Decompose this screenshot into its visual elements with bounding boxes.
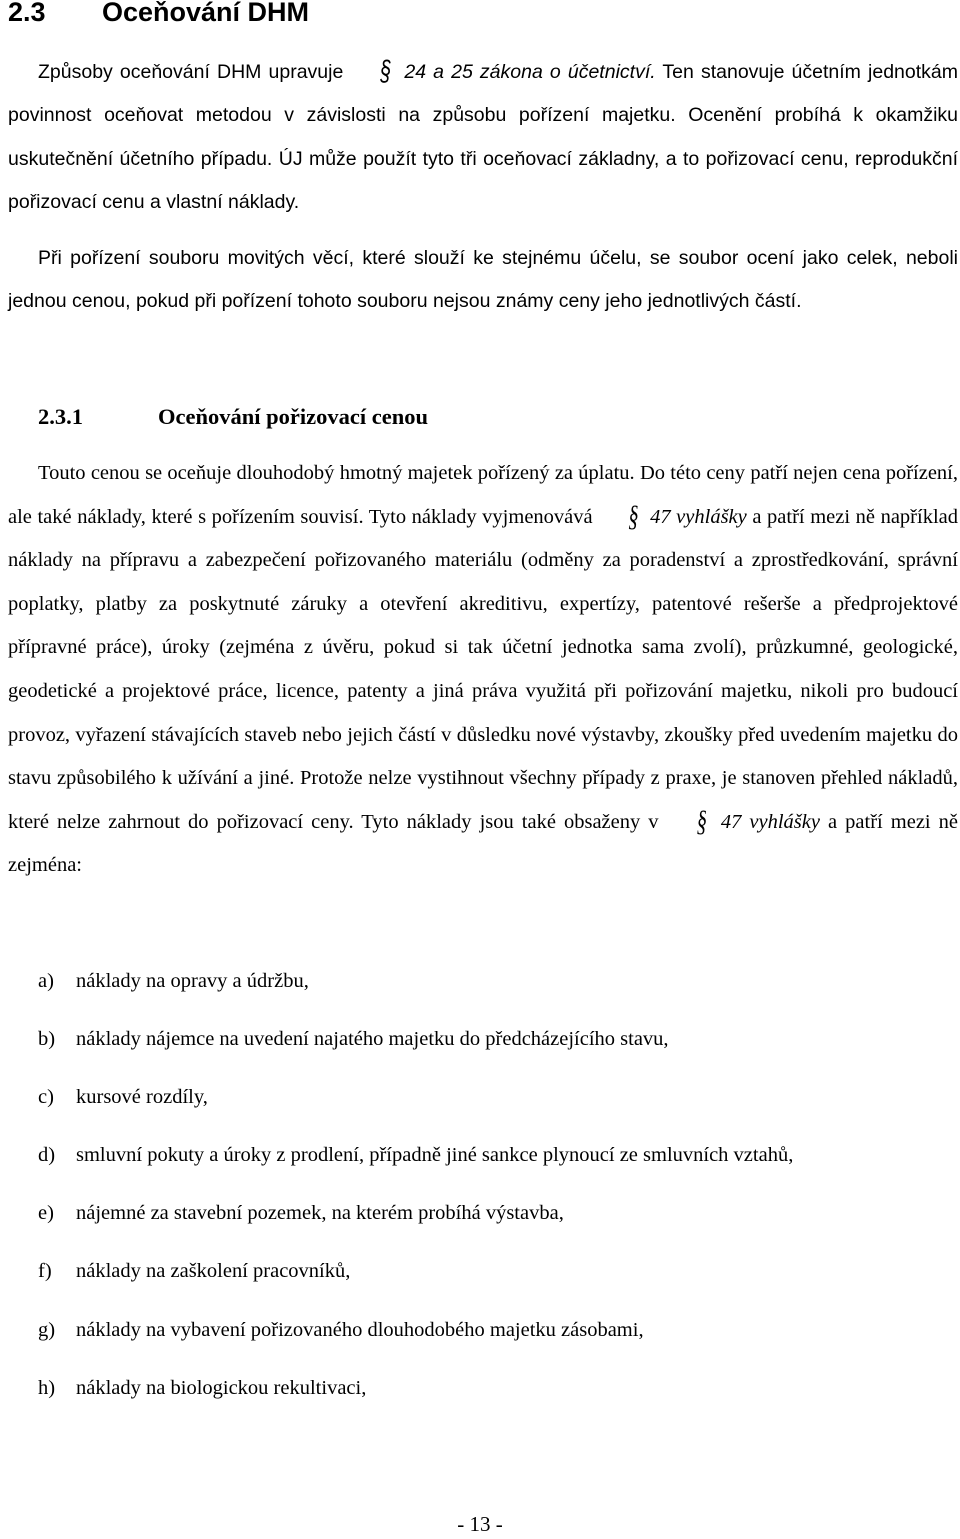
list-item (38, 1077, 793, 1135)
list-item-text: kursové rozdíly, (76, 1086, 208, 1109)
section-heading (8, 0, 309, 30)
list-marker: c) (38, 1086, 54, 1109)
list-item (38, 961, 793, 1019)
paragraph-methods (8, 51, 958, 225)
paragraph-text: a patří mezi ně například náklady na přípravu a zabezpečení pořizovaného materiálu (odměny za poradenství a zprostředkování, správní poplatky, platby za poskytnuté záruky a otevření akreditivu, expertízy, patentové rešerše a předprojektové přípravné práce), úroky (zejména z úvěru, pokud si tak účetní jednotka sama zvolí), průzkumné, geologické, geodetické a projektové práce, licence, patenty a jiná práva využitá při pořizování majetku, nikoli pro budoucí provoz, vyřazení stávajících staveb nebo jejich částí v důsledku nové výstavby, zkoušky před uvedením majetku do stavu způsobilého k užívání a jiné. Protože nelze vystihnout všechny případy z praxe, je stanoven přehled nákladů, které nelze zahrnout do pořizovací ceny. Tyto náklady jsou také obsaženy v (8, 505, 958, 833)
subsection-heading (38, 399, 428, 435)
list-marker: h) (38, 1376, 56, 1399)
list-item (38, 1368, 793, 1426)
list-marker: b) (38, 1028, 56, 1051)
law-reference (667, 805, 820, 838)
list-item-text: smluvní pokuty a úroky z prodlení, případně jiné sankce plynoucí ze smluvních vztahů, (76, 1144, 794, 1167)
list-item-text: náklady na vybavení pořizovaného dlouhodobého majetku zásobami, (76, 1318, 644, 1341)
section-number: 2.3 (8, 0, 46, 27)
paragraph-text: Ten stanovuje účetním jednotkám povinnost oceňovat metodou v závislosti na způsobu pořízení majetku. Ocenění probíhá k okamžiku uskutečnění účetního případu. ÚJ může použít tyto tři oceňovací základny, a to pořizovací cenu, reprodukční pořizovací cenu a vlastní náklady. (8, 61, 958, 214)
paragraph-text: Způsoby oceňování DHM upravuje (38, 61, 351, 83)
paragraph-set-valuation: Při pořízení souboru movitých věcí, které slouží ke stejnému účelu, se soubor ocení jako celek, neboli jednou cenou, pokud při pořízení tohoto souboru nejsou známy ceny jeho jednotlivých částí. (8, 247, 958, 313)
list-marker: f) (38, 1260, 52, 1283)
paragraph-text: a patří mezi ně zejména: (8, 810, 958, 877)
list-marker: g) (38, 1318, 56, 1341)
list-item (38, 1019, 793, 1077)
page-number: - 13 - (457, 1512, 503, 1536)
excluded-costs-list (38, 961, 793, 1426)
list-item (38, 1310, 793, 1368)
list-item (38, 1193, 793, 1251)
subsection-number: 2.3.1 (38, 404, 83, 429)
law-reference (598, 500, 747, 533)
law-reference (350, 55, 656, 88)
list-item-text: náklady na zaškolení pracovníků, (76, 1260, 351, 1283)
section-title: Oceňování DHM (102, 0, 310, 27)
list-marker: e) (38, 1202, 54, 1225)
law-reference-text: 47 vyhlášky (650, 505, 747, 528)
law-reference-text: 24 a 25 zákona o účetnictví. (404, 61, 656, 83)
list-item (38, 1251, 793, 1309)
list-item-text: nájemné za stavební pozemek, na kterém probíhá výstavba, (76, 1202, 564, 1225)
section-sign-icon: § (628, 500, 639, 533)
list-item (38, 1135, 793, 1193)
law-reference-text: 47 vyhlášky (720, 810, 820, 833)
list-item-text: náklady na biologickou rekultivaci, (76, 1376, 367, 1399)
subsection-title: Oceňování pořizovací cenou (158, 404, 428, 429)
section-sign-icon: § (696, 805, 707, 838)
list-marker: d) (38, 1144, 56, 1167)
paragraph-acquisition-cost (8, 452, 958, 888)
list-item-text: náklady nájemce na uvedení najatého majetku do předcházejícího stavu, (76, 1028, 669, 1051)
paragraph-text: Touto cenou se oceňuje dlouhodobý hmotný majetek pořízený za úplatu. Do této ceny patří nejen cena pořízení, ale také náklady, které s pořízením souvisí. Tyto náklady vyjmenovává (8, 462, 958, 528)
section-sign-icon: § (380, 55, 392, 88)
list-item-text: náklady na opravy a údržbu, (76, 970, 309, 992)
list-marker: a) (38, 970, 54, 992)
